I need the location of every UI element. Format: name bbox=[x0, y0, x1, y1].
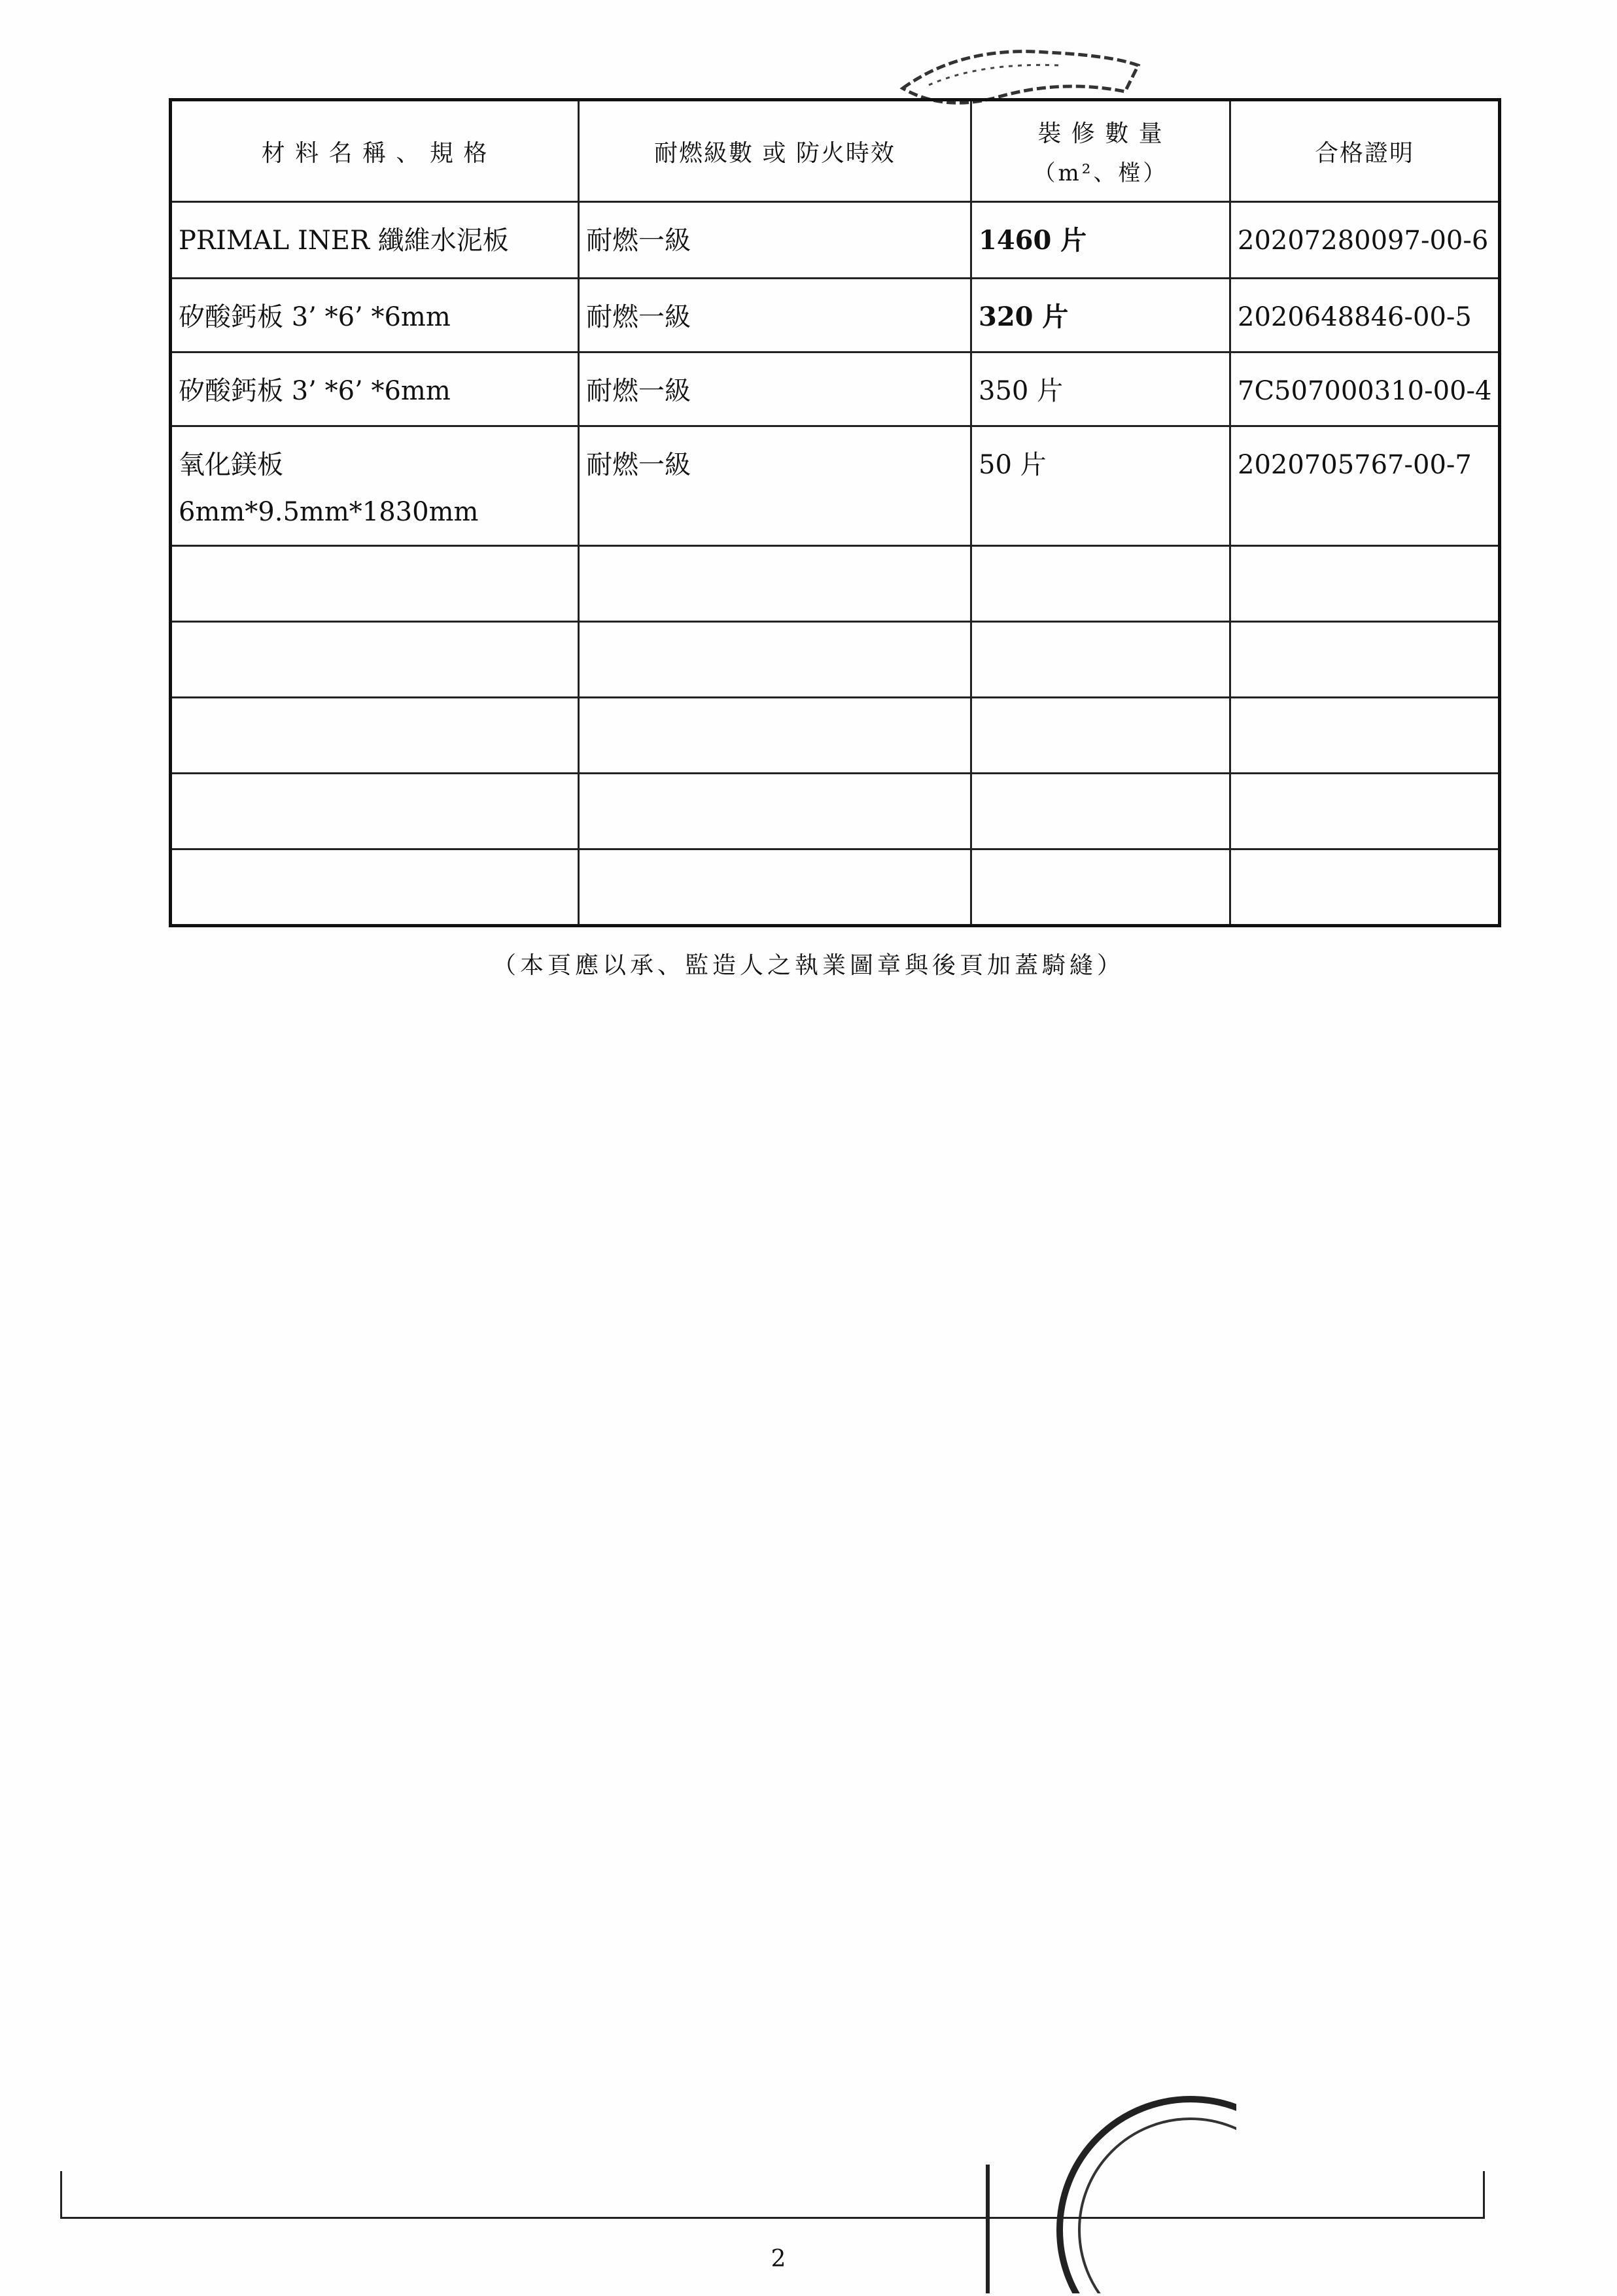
seal-note: （本頁應以承、監造人之執業圖章與後頁加蓋騎縫） bbox=[492, 952, 1124, 979]
cell-quantity: 320 片 bbox=[971, 279, 1230, 352]
header-quantity-unit: （m²、樘） bbox=[1033, 160, 1168, 186]
cell-empty bbox=[1230, 849, 1500, 926]
table-row-empty bbox=[171, 622, 1500, 698]
cell-material-name bbox=[171, 426, 579, 546]
header-material-name bbox=[171, 100, 579, 202]
page-number: 2 bbox=[771, 2246, 786, 2272]
cell-empty bbox=[971, 546, 1230, 622]
cell-material-name: 矽酸鈣板 3’ *6’ *6mm bbox=[171, 352, 579, 426]
table-row-empty bbox=[171, 698, 1500, 774]
cell-empty bbox=[1230, 546, 1500, 622]
table-row bbox=[171, 202, 1500, 279]
cell-empty bbox=[171, 622, 579, 698]
cell-empty bbox=[971, 849, 1230, 926]
cell-quantity: 1460 片 bbox=[971, 202, 1230, 279]
cell-material-name-line2: 6mm*9.5mm*1830mm bbox=[179, 497, 479, 527]
table-row-empty bbox=[171, 546, 1500, 622]
cell-certificate: 2020705767-00-7 bbox=[1230, 426, 1500, 546]
cell-fire-rating: 耐燃一級 bbox=[579, 426, 971, 546]
table-row-empty bbox=[171, 774, 1500, 849]
cell-empty bbox=[971, 774, 1230, 849]
cell-empty bbox=[971, 622, 1230, 698]
cell-empty bbox=[1230, 622, 1500, 698]
cell-quantity: 50 片 bbox=[971, 426, 1230, 546]
header-material-name-label: 材 料 名 稱 、 規 格 bbox=[261, 139, 489, 167]
cell-material-name-line1: 氧化鎂板 bbox=[179, 450, 283, 480]
cell-certificate: 2020648846-00-5 bbox=[1230, 279, 1500, 352]
cell-empty bbox=[579, 849, 971, 926]
footer-right-tick bbox=[1483, 2171, 1485, 2218]
cell-empty bbox=[171, 698, 579, 774]
cell-empty bbox=[171, 849, 579, 926]
materials-table-wrapper bbox=[169, 98, 1498, 927]
table-row-empty bbox=[171, 849, 1500, 926]
cell-fire-rating: 耐燃一級 bbox=[579, 279, 971, 352]
cell-certificate: 7C507000310-00-4 bbox=[1230, 352, 1500, 426]
cell-quantity: 350 片 bbox=[971, 352, 1230, 426]
cell-fire-rating: 耐燃一級 bbox=[579, 352, 971, 426]
header-fire-rating-label: 耐燃級數 或 防火時效 bbox=[654, 139, 895, 167]
footer-rule bbox=[60, 2217, 1485, 2219]
table-row bbox=[171, 279, 1500, 352]
cell-material-name: 矽酸鈣板 3’ *6’ *6mm bbox=[171, 279, 579, 352]
header-certificate-label: 合格證明 bbox=[1314, 139, 1414, 167]
cell-empty bbox=[579, 546, 971, 622]
header-quantity bbox=[971, 100, 1230, 202]
footer-left-tick bbox=[60, 2171, 62, 2218]
table-row bbox=[171, 426, 1500, 546]
cell-empty bbox=[171, 546, 579, 622]
cell-certificate: 20207280097-00-6 bbox=[1230, 202, 1500, 279]
cell-empty bbox=[971, 698, 1230, 774]
cell-empty bbox=[579, 698, 971, 774]
table-row bbox=[171, 352, 1500, 426]
cell-fire-rating: 耐燃一級 bbox=[579, 202, 971, 279]
cell-empty bbox=[579, 622, 971, 698]
cell-empty bbox=[1230, 774, 1500, 849]
cell-empty bbox=[1230, 698, 1500, 774]
cell-material-name: PRIMAL INER 纖維水泥板 bbox=[171, 202, 579, 279]
materials-table bbox=[169, 98, 1501, 927]
cell-empty bbox=[171, 774, 579, 849]
table-header-row bbox=[171, 100, 1500, 202]
cell-empty bbox=[579, 774, 971, 849]
header-certificate bbox=[1230, 100, 1500, 202]
seal-stamp-bottom bbox=[975, 2080, 1236, 2293]
header-quantity-label: 裝 修 數 量 bbox=[1037, 120, 1164, 147]
header-fire-rating bbox=[579, 100, 971, 202]
